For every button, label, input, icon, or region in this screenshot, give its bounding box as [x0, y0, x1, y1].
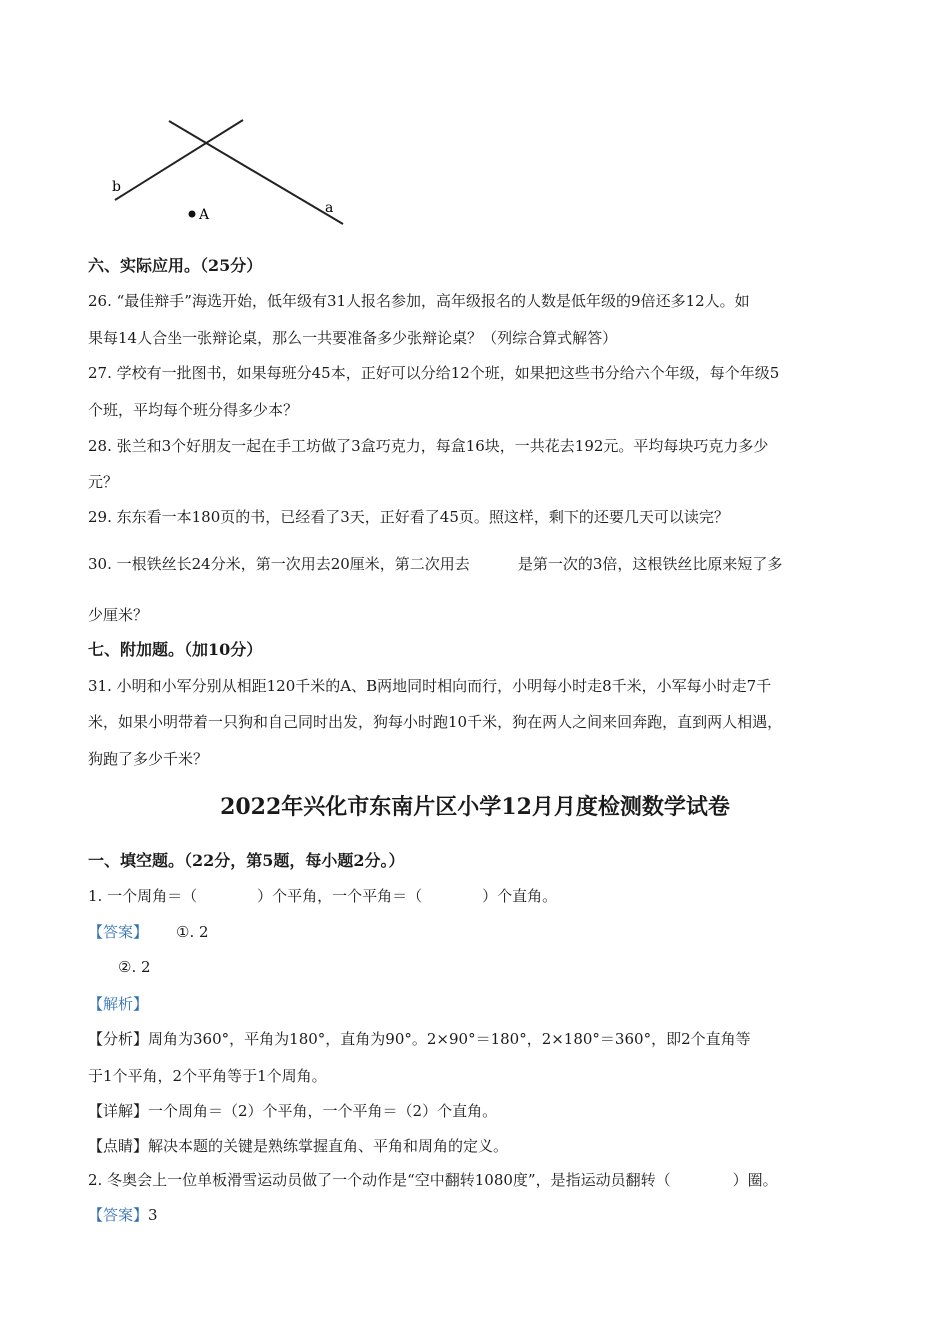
fenxi-line1 — [88, 1028, 751, 1049]
xiangjie-text: 一个周角＝（2）个平角，一个平角＝（2）个直角。 — [148, 1102, 498, 1120]
section6-heading: 六、实际应用。（25分） — [88, 256, 263, 275]
q1-answer1: ①. 2 — [176, 923, 209, 941]
q27-line2: 个班，平均每个班分得多少本？ — [88, 401, 299, 419]
fenxi-text1: 周角为360°，平角为180°，直角为90°。2×90°＝180°，2×180°＝360°，即2个直角等 — [148, 1030, 751, 1048]
dianjing-text: 解决本题的关键是熟练掌握直角、平角和周角的定义。 — [148, 1137, 509, 1155]
q1-answer-line1 — [88, 921, 209, 942]
q2-part2: ）圈。 — [732, 1171, 778, 1189]
fenxi-tag: 【分析】 — [88, 1030, 149, 1048]
point-A-dot — [189, 211, 196, 218]
exam-title: 2022年兴化市东南片区小学12月月度检测数学试卷 — [220, 794, 730, 820]
line-b — [115, 120, 243, 200]
lines-diagram — [100, 112, 360, 230]
label-b: b — [112, 179, 121, 195]
q28-line1: 28. 张兰和3个好朋友一起在手工坊做了3盒巧克力，每盒16块，一共花去192元。平均每块巧克力多少 — [88, 437, 769, 455]
xiangjie-line — [88, 1100, 497, 1121]
q30-line1 — [88, 553, 782, 574]
dianjing-tag: 【点睛】 — [88, 1137, 149, 1155]
q1-part2: ）个平角，一个平角＝（ — [257, 887, 423, 905]
analysis-tag: 【解析】 — [88, 995, 149, 1013]
section7-heading: 七、附加题。（加10分） — [88, 640, 263, 659]
q31-line2: 米，如果小明带着一只狗和自己同时出发，狗每小时跑10千米，狗在两人之间来回奔跑，直到两人相遇， — [88, 713, 783, 731]
q1-part1: 1. 一个周角＝（ — [88, 887, 198, 905]
answer-tag: 【答案】 — [88, 923, 149, 941]
q1-part3: ）个直角。 — [482, 887, 558, 905]
q27-line1: 27. 学校有一批图书，如果每班分45本，正好可以分给12个班，如果把这些书分给六个年级，每个年级5 — [88, 364, 780, 382]
label-a: a — [325, 200, 334, 216]
label-point-A: A — [199, 207, 210, 223]
q26-line1: 26. “最佳辩手”海选开始，低年级有31人报名参加，高年级报名的人数是低年级的9倍还多12人。如 — [88, 292, 750, 310]
q29: 29. 东东看一本180页的书，已经看了3天，正好看了45页。照这样，剩下的还要几天可以读完？ — [88, 508, 729, 526]
q2-answer: 3 — [148, 1206, 158, 1224]
q2-part1: 2. 冬奥会上一位单板滑雪运动员做了一个动作是“空中翻转1080度”，是指运动员翻转（ — [88, 1171, 671, 1189]
q2 — [88, 1169, 778, 1190]
q2-answer-line — [88, 1204, 158, 1225]
q31-line3: 狗跑了多少千米？ — [88, 750, 209, 768]
line-a — [169, 121, 343, 224]
q28-line2: 元？ — [88, 473, 119, 491]
q26-line2: 果每14人合坐一张辩论桌，那么一共要准备多少张辩论桌？（列综合算式解答） — [88, 329, 618, 347]
q2-answer-tag: 【答案】 — [88, 1206, 149, 1224]
q30-part2: 是第一次的3倍，这根铁丝比原来短了多 — [517, 555, 783, 573]
section1-heading: 一、填空题。（22分，第5题，每小题2分。） — [88, 851, 405, 870]
q1-answer2: ②. 2 — [118, 958, 151, 976]
dianjing-line — [88, 1135, 508, 1156]
q30-part1: 30. 一根铁丝长24分米，第一次用去20厘米，第二次用去 — [88, 555, 470, 573]
intersecting-lines-figure — [100, 112, 360, 230]
q1 — [88, 885, 557, 906]
fenxi-line2: 于1个平角，2个平角等于1个周角。 — [88, 1067, 327, 1085]
xiangjie-tag: 【详解】 — [88, 1102, 149, 1120]
q30-line2: 少厘米？ — [88, 606, 149, 624]
q31-line1: 31. 小明和小军分别从相距120千米的A、B两地同时相向而行，小明每小时走8千米，小军每小时走7千 — [88, 677, 772, 695]
